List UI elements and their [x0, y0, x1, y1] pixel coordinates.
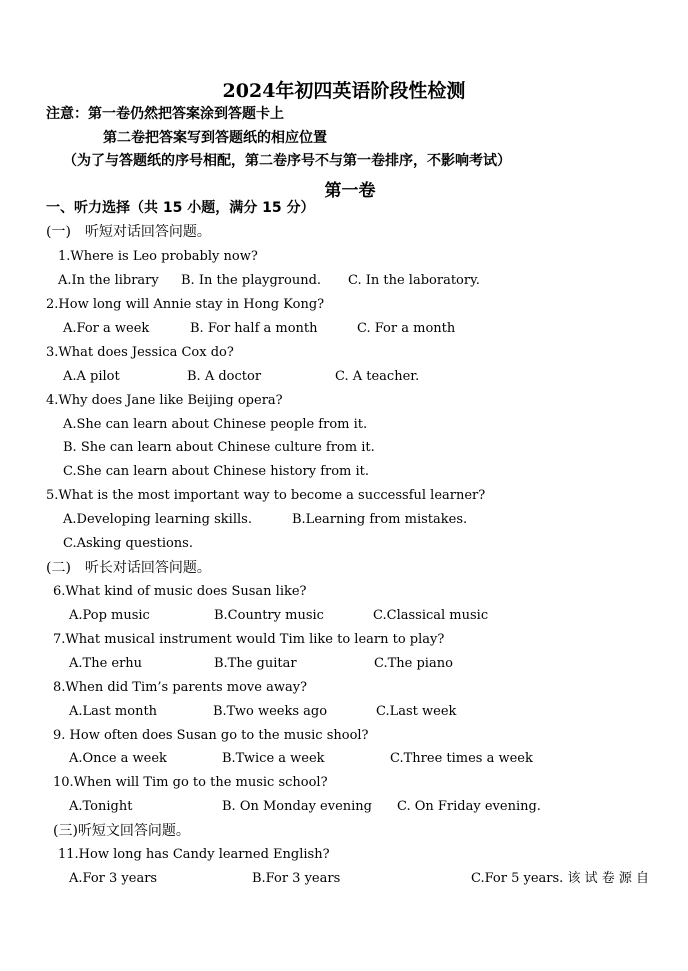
notice-line-1: 注意：第一卷仍然把答案涂到答题卡上	[46, 106, 284, 122]
section-1-title: 一、听力选择（共 15 小题，满分 15 分）	[46, 200, 315, 216]
q10-option-a: A.Tonight	[69, 799, 133, 814]
volume-title: 第一卷	[324, 181, 376, 201]
q4-option-c: C.She can learn about Chinese history from it.	[63, 464, 370, 479]
q1-option-c: C. In the laboratory.	[348, 273, 480, 288]
page-title: 2024年初四英语阶段性检测	[222, 80, 466, 102]
q5-option-c: C.Asking questions.	[63, 536, 193, 551]
q7-option-a: A.The erhu	[69, 656, 143, 671]
q3-option-a: A.A pilot	[63, 369, 120, 384]
question-11: 11.How long has Candy learned English?	[58, 847, 330, 862]
question-1: 1.Where is Leo probably now?	[58, 249, 258, 264]
q4-option-b: B. She can learn about Chinese culture from it.	[63, 440, 375, 455]
q2-option-c: C. For a month	[357, 321, 456, 336]
q8-option-a: A.Last month	[69, 704, 158, 719]
q2-option-b: B. For half a month	[190, 321, 318, 336]
q10-option-b: B. On Monday evening	[222, 799, 372, 814]
q8-option-b: B.Two weeks ago	[213, 704, 328, 719]
question-2: 2.How long will Annie stay in Hong Kong?	[46, 297, 325, 312]
q6-option-b: B.Country music	[214, 608, 324, 623]
q11-option-c: C.For 5 years. 该 试 卷 源 自	[471, 871, 649, 886]
q10-option-c: C. On Friday evening.	[397, 799, 541, 814]
q5-option-b: B.Learning from mistakes.	[292, 512, 468, 527]
part-3-title: (三)听短文回答问题。	[53, 823, 190, 839]
q9-option-b: B.Twice a week	[222, 751, 325, 766]
question-8: 8.When did Tim’s parents move away?	[53, 680, 308, 695]
q11-option-a: A.For 3 years	[69, 871, 158, 886]
question-4: 4.Why does Jane like Beijing opera?	[46, 393, 283, 408]
q8-option-c: C.Last week	[376, 704, 457, 719]
question-7: 7.What musical instrument would Tim like to learn to play?	[53, 632, 445, 647]
question-10: 10.When will Tim go to the music school?	[53, 775, 328, 790]
q3-option-b: B. A doctor	[187, 369, 262, 384]
question-6: 6.What kind of music does Susan like?	[53, 584, 307, 599]
q9-option-a: A.Once a week	[69, 751, 167, 766]
part-1-title: (一) 听短对话回答问题。	[46, 224, 211, 240]
q9-option-c: C.Three times a week	[390, 751, 533, 766]
q11-option-b: B.For 3 years	[252, 871, 341, 886]
q1-option-a: A.In the library	[58, 273, 159, 288]
q7-option-b: B.The guitar	[214, 656, 297, 671]
q5-option-a: A.Developing learning skills.	[63, 512, 252, 527]
q3-option-c: C. A teacher.	[335, 369, 420, 384]
q4-option-a: A.She can learn about Chinese people from it.	[63, 417, 368, 432]
notice-line-2: 第二卷把答案写到答题纸的相应位置	[103, 130, 327, 146]
question-5: 5.What is the most important way to become a successful learner?	[46, 488, 486, 503]
q7-option-c: C.The piano	[374, 656, 453, 671]
question-9: 9. How often does Susan go to the music shool?	[53, 728, 369, 743]
part-2-title: (二) 听长对话回答问题。	[46, 560, 211, 576]
question-3: 3.What does Jessica Cox do?	[46, 345, 234, 360]
notice-line-3: （为了与答题纸的序号相配，第二卷序号不与第一卷排序，不影响考试）	[63, 153, 511, 169]
q2-option-a: A.For a week	[63, 321, 150, 336]
q1-option-b: B. In the playground.	[181, 273, 322, 288]
q6-option-c: C.Classical music	[373, 608, 489, 623]
q6-option-a: A.Pop music	[69, 608, 150, 623]
